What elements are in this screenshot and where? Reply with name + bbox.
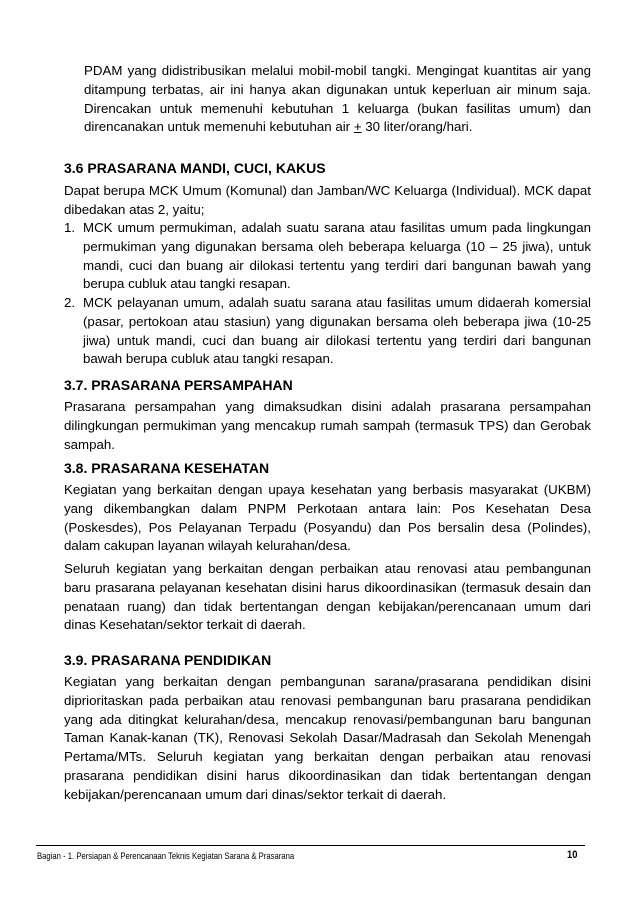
plus-minus-symbol: +	[353, 119, 362, 135]
continuation-text-a: PDAM yang didistribusikan melalui mobil-mobil tangki. Mengingat kuantitas air yang ditampung terbatas, air ini hanya akan digunakan untuk keperluan air minum saja. Direncakan untuk memenuhi kebutuhan 1 keluarga (bukan fasilitas umum) dan direncanakan untuk memenuhi kebutuhan air	[84, 63, 591, 135]
list-number-2: 2.	[64, 295, 76, 310]
list-number-1: 1.	[64, 220, 76, 235]
section-3-9-heading: 3.9. PRASARANA PENDIDIKAN	[64, 652, 272, 668]
section-3-6-heading: 3.6 PRASARANA MANDI, CUCI, KAKUS	[64, 160, 326, 176]
list-text-2: MCK pelayanan umum, adalah suatu sarana atau fasilitas umum didaerah komersial (pasar, pertokoan atau stasiun) yang digunakan bersama oleh beberapa jiwa (10-25 jiwa) untuk mandi, cuci dan buang air dilokasi tertentu yang terdiri dari bangunan bawah berupa cubluk atau tangki resapan.	[83, 295, 591, 367]
section-3-8-body-1: Kegiatan yang berkaitan dengan upaya kesehatan yang berbasis masyarakat (UKBM) yang dikembangkan dalam PNPM Perkotaan antara lain: Pos Kesehatan Desa (Poskesdes), Pos Pelayanan Terpadu (Posyandu) dan Pos bersalin desa (Polindes), dalam cakupan layanan wilayah kelurahan/desa.	[64, 482, 591, 554]
list-item-2	[64, 294, 591, 369]
page-number: 10	[567, 849, 578, 861]
section-3-6-intro: Dapat berupa MCK Umum (Komunal) dan Jamban/WC Keluarga (Individual). MCK dapat dibedakan atas 2, yaitu;	[64, 183, 591, 217]
list-item-1	[64, 219, 591, 294]
section-3-7-heading: 3.7. PRASARANA PERSAMPAHAN	[64, 377, 293, 393]
continuation-paragraph	[84, 62, 591, 137]
section-3-8-body-2: Seluruh kegiatan yang berkaitan dengan perbaikan atau renovasi atau pembangunan baru prasarana pelayanan kesehatan disini harus dikoordinasikan (termasuk desain dan penataan ruang) dan tidak bertentangan dengan kebijakan/perencanaan umum dari dinas Kesehatan/sektor terkait di daerah.	[64, 561, 591, 633]
section-3-9-body: Kegiatan yang berkaitan dengan pembangunan sarana/prasarana pendidikan disini diprioritaskan pada perbaikan atau renovasi pembangunan baru prasarana pendidikan yang ada ditingkat kelurahan/desa, mencakup renovasi/pembangunan baru bangunan Taman Kanak-kanan (TK), Renovasi Sekolah Dasar/Madrasah dan Sekolah Menengah Pertama/MTs. Seluruh kegiatan yang berkaitan dengan perbaikan atau renovasi prasarana pendidikan disini harus dikoordinasikan dan tidak bertentangan dengan kebijakan/perencanaan umum dari dinas/sektor terkait di daerah.	[64, 674, 591, 802]
section-3-7-body: Prasarana persampahan yang dimaksudkan disini adalah prasarana persampahan dilingkungan permukiman yang mencakup rumah sampah (termasuk TPS) dan Gerobak sampah.	[64, 399, 591, 452]
list-text-1: MCK umum permukiman, adalah suatu sarana atau fasilitas umum pada lingkungan permukiman yang digunakan bersama oleh beberapa keluarga (10 – 25 jiwa), untuk mandi, cuci dan buang air dilokasi tertentu yang terdiri dari bangunan bawah yang berupa cubluk atau tangki resapan.	[83, 220, 591, 292]
footer-divider	[36, 845, 585, 846]
footer-text: Bagian - 1. Persiapan & Perencanaan Teknis Kegiatan Sarana & Prasarana	[37, 850, 295, 861]
continuation-text-b: 30 liter/orang/hari.	[361, 119, 473, 135]
section-3-8-heading: 3.8. PRASARANA KESEHATAN	[64, 460, 270, 476]
